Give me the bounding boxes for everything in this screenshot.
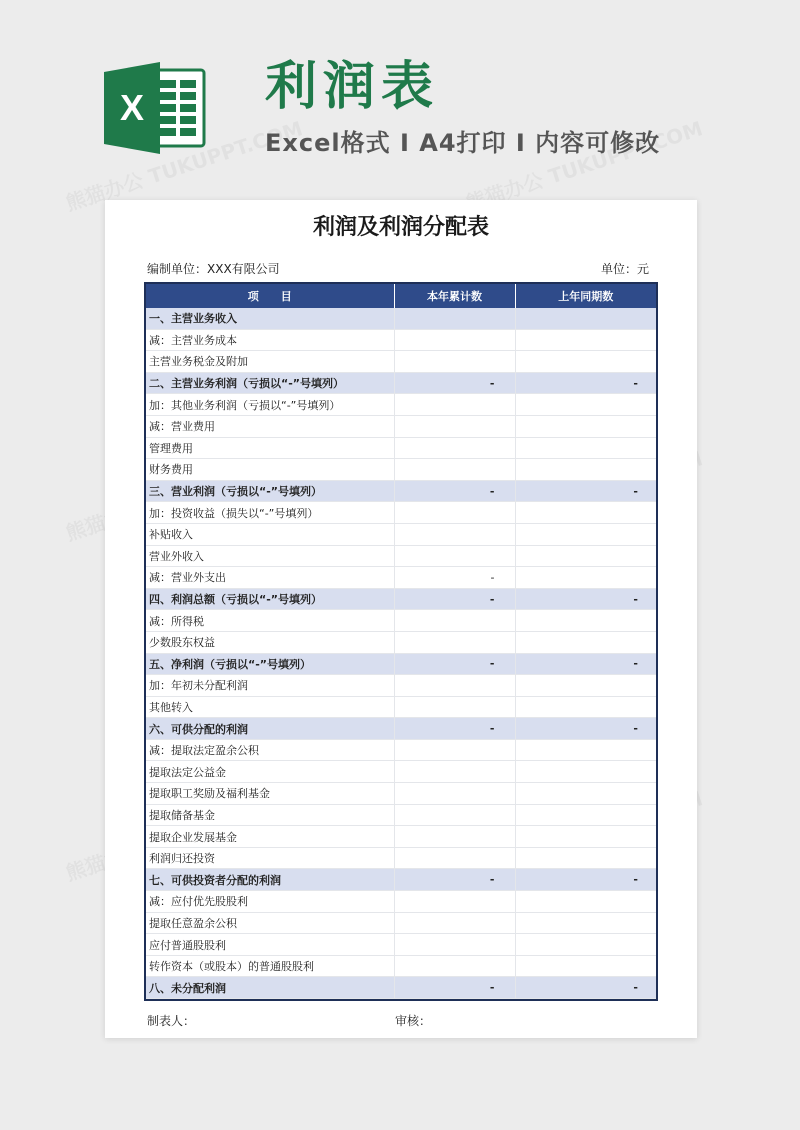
table-row — [146, 329, 656, 351]
current-year-value[interactable] — [394, 502, 515, 524]
table-row — [146, 610, 656, 632]
prior-year-value[interactable] — [515, 415, 656, 437]
row-label[interactable]: 提取法定公益金 — [146, 761, 394, 783]
row-label[interactable]: 减：主营业务成本 — [146, 329, 394, 351]
current-year-value[interactable] — [394, 761, 515, 783]
table-row — [146, 934, 656, 956]
current-year-value[interactable] — [394, 394, 515, 416]
row-label[interactable]: 营业外收入 — [146, 545, 394, 567]
table-row — [146, 891, 656, 913]
current-year-value[interactable]: - — [394, 567, 515, 589]
row-label[interactable]: 一、主营业务收入 — [146, 308, 394, 329]
prior-year-value[interactable]: - — [515, 653, 656, 675]
current-year-value[interactable]: - — [394, 588, 515, 610]
row-label[interactable]: 主营业务税金及附加 — [146, 351, 394, 373]
table-row — [146, 675, 656, 697]
prior-year-value[interactable] — [515, 308, 656, 329]
table-row — [146, 545, 656, 567]
current-year-value[interactable]: - — [394, 372, 515, 394]
reporting-unit: 编制单位：XXX有限公司 — [147, 262, 280, 276]
row-label[interactable]: 加：其他业务利润（亏损以“-”号填列） — [146, 394, 394, 416]
column-header-prior-year: 上年同期数 — [515, 284, 656, 308]
reviewer-label: 审核： — [395, 1014, 432, 1028]
banner-title: 利润表 — [265, 57, 440, 117]
table-row — [146, 415, 656, 437]
row-label[interactable]: 减：提取法定盈余公积 — [146, 739, 394, 761]
prior-year-value[interactable] — [515, 502, 656, 524]
current-year-value[interactable] — [394, 631, 515, 653]
prior-year-value[interactable] — [515, 459, 656, 481]
column-header-item: 项 目 — [146, 284, 394, 308]
table-row — [146, 480, 656, 502]
prior-year-value[interactable] — [515, 696, 656, 718]
current-year-value[interactable] — [394, 891, 515, 913]
current-year-value[interactable] — [394, 545, 515, 567]
row-label[interactable]: 三、营业利润（亏损以“-”号填列） — [146, 480, 394, 502]
table-row — [146, 502, 656, 524]
profit-table — [144, 282, 658, 1001]
prior-year-value[interactable] — [515, 567, 656, 589]
prior-year-value[interactable] — [515, 804, 656, 826]
prior-year-value[interactable] — [515, 351, 656, 373]
row-label[interactable]: 加：投资收益（损失以“-”号填列） — [146, 502, 394, 524]
prior-year-value[interactable]: - — [515, 372, 656, 394]
table-row — [146, 567, 656, 589]
prior-year-value[interactable] — [515, 329, 656, 351]
current-year-value[interactable] — [394, 437, 515, 459]
current-year-value[interactable]: - — [394, 653, 515, 675]
table-row — [146, 394, 656, 416]
row-label[interactable]: 提取储备基金 — [146, 804, 394, 826]
banner — [0, 0, 800, 200]
table-row — [146, 459, 656, 481]
row-label[interactable]: 五、净利润（亏损以“-”号填列） — [146, 653, 394, 675]
current-year-value[interactable] — [394, 847, 515, 869]
row-label[interactable]: 应付普通股股利 — [146, 934, 394, 956]
table-row — [146, 804, 656, 826]
table-row — [146, 912, 656, 934]
current-year-value[interactable] — [394, 329, 515, 351]
prior-year-value[interactable] — [515, 826, 656, 848]
table-row — [146, 739, 656, 761]
current-year-value[interactable] — [394, 804, 515, 826]
row-label[interactable]: 减：营业外支出 — [146, 567, 394, 589]
table-row — [146, 308, 656, 329]
prior-year-value[interactable] — [515, 847, 656, 869]
current-year-value[interactable] — [394, 955, 515, 977]
row-label[interactable]: 其他转入 — [146, 696, 394, 718]
table-row — [146, 631, 656, 653]
prior-year-value[interactable] — [515, 761, 656, 783]
current-year-value[interactable] — [394, 523, 515, 545]
row-label[interactable]: 二、主营业务利润（亏损以“-”号填列） — [146, 372, 394, 394]
current-year-value[interactable] — [394, 912, 515, 934]
current-year-value[interactable] — [394, 696, 515, 718]
table-row — [146, 588, 656, 610]
prior-year-value[interactable] — [515, 675, 656, 697]
current-year-value[interactable] — [394, 459, 515, 481]
column-header-current-year: 本年累计数 — [394, 284, 515, 308]
prior-year-value[interactable]: - — [515, 480, 656, 502]
row-label[interactable]: 六、可供分配的利润 — [146, 718, 394, 740]
row-label[interactable]: 四、利润总额（亏损以“-”号填列） — [146, 588, 394, 610]
banner-subtitle: Excel格式 I A4打印 I 内容可修改 — [265, 129, 661, 157]
row-label[interactable]: 七、可供投资者分配的利润 — [146, 869, 394, 891]
document-title: 利润及利润分配表 — [312, 215, 489, 240]
row-label[interactable]: 利润归还投资 — [146, 847, 394, 869]
svg-text:X: X — [119, 87, 145, 128]
prior-year-value[interactable] — [515, 891, 656, 913]
prior-year-value[interactable] — [515, 912, 656, 934]
table-row — [146, 955, 656, 977]
row-label[interactable]: 转作资本（或股本）的普通股股利 — [146, 955, 394, 977]
row-label[interactable]: 提取职工奖励及福利基金 — [146, 783, 394, 805]
row-label[interactable]: 少数股东权益 — [146, 631, 394, 653]
prior-year-value[interactable] — [515, 739, 656, 761]
table-row — [146, 351, 656, 373]
row-label[interactable]: 提取企业发展基金 — [146, 826, 394, 848]
prior-year-value[interactable] — [515, 783, 656, 805]
prior-year-value[interactable] — [515, 610, 656, 632]
table-row — [146, 826, 656, 848]
table-row — [146, 783, 656, 805]
prior-year-value[interactable] — [515, 545, 656, 567]
table-row — [146, 718, 656, 740]
current-year-value[interactable]: - — [394, 718, 515, 740]
prior-year-value[interactable] — [515, 437, 656, 459]
current-year-value[interactable] — [394, 675, 515, 697]
prior-year-value[interactable] — [515, 394, 656, 416]
table-row — [146, 977, 656, 999]
prior-year-value[interactable]: - — [515, 588, 656, 610]
row-label[interactable]: 补贴收入 — [146, 523, 394, 545]
row-label[interactable]: 减：所得税 — [146, 610, 394, 632]
row-label[interactable]: 管理费用 — [146, 437, 394, 459]
current-year-value[interactable]: - — [394, 869, 515, 891]
current-year-value[interactable] — [394, 934, 515, 956]
prior-year-value[interactable] — [515, 523, 656, 545]
document-sheet — [105, 200, 697, 1038]
preparer-label: 制表人： — [147, 1014, 196, 1028]
table-body — [146, 308, 656, 999]
table-row — [146, 437, 656, 459]
current-year-value[interactable] — [394, 826, 515, 848]
row-label[interactable]: 财务费用 — [146, 459, 394, 481]
current-year-value[interactable] — [394, 415, 515, 437]
table-header-row — [146, 284, 656, 308]
row-label[interactable]: 提取任意盈余公积 — [146, 912, 394, 934]
prior-year-value[interactable]: - — [515, 869, 656, 891]
prior-year-value[interactable] — [515, 934, 656, 956]
excel-logo-icon — [104, 62, 206, 154]
current-year-value[interactable]: - — [394, 977, 515, 999]
prior-year-value[interactable] — [515, 955, 656, 977]
current-year-value[interactable] — [394, 739, 515, 761]
table-row — [146, 523, 656, 545]
table-row — [146, 847, 656, 869]
prior-year-value[interactable]: - — [515, 718, 656, 740]
row-label[interactable]: 加：年初未分配利润 — [146, 675, 394, 697]
table-row — [146, 869, 656, 891]
table-row — [146, 696, 656, 718]
table-row — [146, 372, 656, 394]
table-row — [146, 761, 656, 783]
current-year-value[interactable]: - — [394, 480, 515, 502]
row-label[interactable]: 减：营业费用 — [146, 415, 394, 437]
current-year-value[interactable] — [394, 610, 515, 632]
prior-year-value[interactable] — [515, 631, 656, 653]
prior-year-value[interactable]: - — [515, 977, 656, 999]
currency-unit: 单位：元 — [600, 262, 649, 276]
current-year-value[interactable] — [394, 783, 515, 805]
table-row — [146, 653, 656, 675]
current-year-value[interactable] — [394, 308, 515, 329]
row-label[interactable]: 减：应付优先股股利 — [146, 891, 394, 913]
current-year-value[interactable] — [394, 351, 515, 373]
row-label[interactable]: 八、未分配利润 — [146, 977, 394, 999]
